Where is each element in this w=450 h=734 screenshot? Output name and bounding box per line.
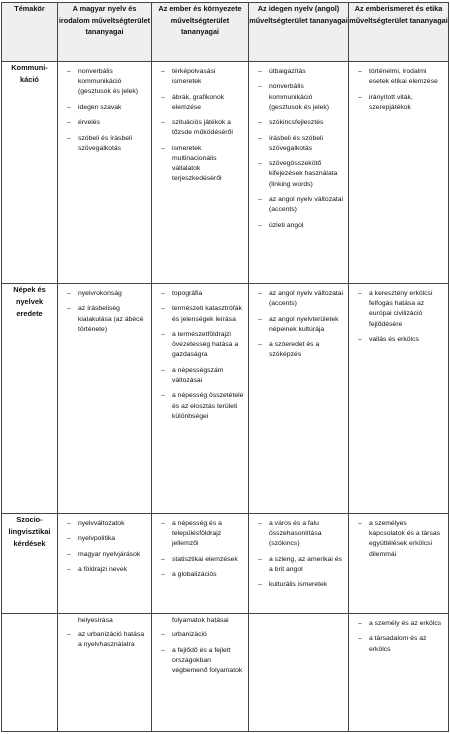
list-item [255,221,344,231]
header-environment: Az ember és környezete műveltségterület tananyagai [152,3,249,62]
bullet-dash: – [358,93,362,101]
list-item [255,82,344,113]
item-text: a népességszám változásai [172,366,224,384]
bullet-dash: – [258,341,262,349]
cell-english [249,62,349,284]
bullet-dash: – [358,620,362,627]
table-row [2,284,449,514]
bullet-dash: – [67,550,71,558]
list-item [158,366,244,386]
item-text: nyelvpolitika [78,535,116,543]
bullet-dash: – [67,290,71,297]
cell-ethics [349,284,449,514]
item-text: a népesség összetétele és az elosztás területi különbségei [172,392,244,420]
bullet-dash: – [161,68,165,75]
bullet-dash: – [161,555,165,563]
list-item [158,67,244,87]
list-item [355,519,444,560]
list-item [158,330,244,361]
item-text: a személy és az erkölcs [369,620,442,627]
bullet-dash: – [67,520,71,527]
bullet-dash: – [161,330,165,338]
header-topic: Témakör [2,3,58,62]
list-item [255,580,344,590]
bullet-dash: – [358,520,362,527]
topic-cell: Szocio-lingvisztikai kérdések [2,514,58,614]
bullet-dash: – [358,635,362,643]
cell-hungarian [58,514,152,614]
item-text: az angol nyelv változatai (accents) [269,290,344,308]
bullet-dash: – [161,520,165,527]
item-text: a fejlődő és a fejlett országokban végbemenő folyamatok [172,646,243,674]
bullet-dash: – [161,646,165,654]
item-text: irányított viták, szerepjátékok [369,93,413,111]
item-text: urbanizáció [172,631,207,639]
topic-cell: Kommuni-káció [2,62,58,284]
list-item [255,555,344,575]
bullet-dash: – [258,134,262,142]
header-english: Az idegen nyelv (angol) műveltségterület tananyagai [249,3,349,62]
list-item [64,289,147,299]
item-text: a város és a falu összehasonlítása (szókincs) [269,520,322,548]
bullet-dash: – [258,290,262,297]
bullet-dash: – [67,305,71,313]
list-item [255,289,344,309]
item-text: a földrajzi nevek [78,566,128,574]
item-text: érvelés [78,119,100,127]
item-text: az írásbeliség kialakulása (az ábécé története) [78,305,144,333]
header-hungarian: A magyar nyelv és irodalom műveltségterület tananyagai [58,3,152,62]
item-text: szókincsfejlesztés [269,119,324,127]
bullet-dash: – [161,392,165,400]
list-item [64,67,147,98]
item-text: a globalizációs [172,571,217,579]
list-item [158,519,244,550]
bullet-dash: – [358,290,362,297]
item-text: a személyes kapcsolatok és a társas együttélések erkölcsi dilemmái [369,520,441,558]
list-item [64,565,147,575]
item-text: idegen szavak [78,103,122,111]
item-text: nyelvrokonság [78,290,122,297]
list-item [255,67,344,77]
list-item [158,570,244,580]
list-item [355,335,444,345]
header-row [2,3,449,62]
list-item [158,144,244,185]
item-text: az angol nyelv változatai (accents) [269,195,344,214]
item-text: ábrák, grafikonok elemzése [172,93,225,111]
list-item [255,519,344,550]
cell-environment [152,514,249,614]
bullet-dash: – [67,566,71,574]
item-text: a szóeredet és a szóképzés [269,341,320,359]
list-item [255,195,344,215]
bullet-dash: – [161,119,165,127]
item-text: történelmi, irodalmi esetek etikai elemzése [369,68,438,86]
bullet-dash: – [161,366,165,374]
cell-ethics [349,614,449,732]
cell-hungarian [58,284,152,514]
item-text: a szleng, az amerikai és a brit angol [269,555,342,573]
list-item [355,289,444,330]
item-text: vallás és erkölcs [369,336,419,343]
bullet-dash: – [161,144,165,152]
bullet-dash: – [258,68,262,75]
list-item [64,103,147,113]
item-text: írásbeli és szóbeli szövegalkotás [269,134,324,152]
list-item [64,118,147,128]
bullet-dash: – [161,305,165,313]
list-item [355,619,444,629]
curriculum-table [1,2,449,732]
item-text: nonverbális kommunikáció (gesztusok és jelek) [269,83,330,111]
bullet-dash: – [161,631,165,639]
item-text: a társadalom és az erkölcs [369,635,427,653]
list-item [355,67,444,87]
list-item-continued: helyesírása [78,617,113,624]
bullet-dash: – [258,555,262,563]
bullet-dash: – [258,315,262,323]
bullet-dash: – [67,68,71,75]
list-item [255,134,344,154]
item-text: szövegösszekötő kifejezések használata (linking words) [269,160,338,188]
list-item [158,646,244,677]
bullet-dash: – [258,195,262,203]
bullet-dash: – [161,571,165,579]
list-item [158,391,244,422]
list-item [64,519,147,529]
bullet-dash: – [258,581,262,589]
list-item [158,93,244,113]
item-text: magyar nyelvjárások [78,550,141,558]
list-item [64,550,147,560]
table-row [2,614,449,732]
bullet-dash: – [358,68,362,75]
cell-english [249,614,349,732]
cell-environment [152,62,249,284]
bullet-dash: – [67,103,71,111]
item-text: nonverbális kommunikáció (gesztusok és jelek) [78,68,139,96]
bullet-dash: – [258,160,262,168]
item-text: természeti katasztrófák és jelenségek leírása [172,305,242,323]
item-text: szituációs játékok a tőzsde működéséről [172,119,233,137]
item-text: topográfia [172,290,203,297]
bullet-dash: – [161,290,165,297]
item-text: a természetföldrajzi övezetesség hatása a gazdaságra [172,330,239,359]
bullet-dash: – [258,520,262,527]
bullet-dash: – [258,83,262,91]
item-text: az urbanizáció hatása a nyelvhasználatra [78,631,145,649]
cell-environment [152,614,249,732]
cell-english [249,284,349,514]
header-ethics: Az emberismeret és etika műveltségterület tananyagai [349,3,449,62]
item-text: a népesség és a településföldrajz jellemzői [172,520,222,548]
cell-environment [152,284,249,514]
item-text: kulturális ismeretek [269,581,328,589]
item-text: statisztikai elemzések [172,555,238,563]
list-item [355,634,444,654]
item-text: szóbeli és írásbeli szövegalkotás [78,134,133,152]
list-item [158,304,244,324]
item-text: útbaigazítás [269,68,306,75]
item-text: térképolvasási ismeretek [172,68,216,86]
item-text: a keresztény erkölcsi felfogás hatása az európai civilizáció fejlődésére [369,290,433,328]
item-text: az angol nyelvterületek népeinek kultúrája [269,315,339,333]
bullet-dash: – [67,119,71,127]
bullet-dash: – [67,631,71,639]
list-item-continued: folyamatok hatásai [172,617,229,624]
cell-hungarian [58,62,152,284]
list-item [158,555,244,565]
list-item [64,134,147,154]
item-text: üzleti angol [269,221,304,229]
list-item [355,93,444,113]
bullet-dash: – [161,93,165,101]
list-item [64,534,147,544]
list-item [255,159,344,190]
bullet-dash: – [258,119,262,127]
item-text: ismeretek multinacionális vállalatok terjeszkedéséről [172,144,222,183]
bullet-dash: – [358,336,362,343]
cell-english [249,514,349,614]
bullet-dash: – [258,221,262,229]
bullet-dash: – [67,535,71,543]
item-text: nyelvváltozatok [78,520,125,527]
list-item [158,630,244,640]
list-item [255,340,344,360]
list-item [255,315,344,335]
topic-cell: Népek és nyelvek eredete [2,284,58,514]
cell-ethics [349,514,449,614]
cell-hungarian [58,614,152,732]
bullet-dash: – [67,134,71,142]
list-item [158,289,244,299]
topic-cell [2,614,58,732]
table-row [2,514,449,614]
list-item [64,304,147,335]
list-item [158,118,244,138]
list-item [255,118,344,128]
list-item [64,630,147,650]
table-row [2,62,449,284]
cell-ethics [349,62,449,284]
